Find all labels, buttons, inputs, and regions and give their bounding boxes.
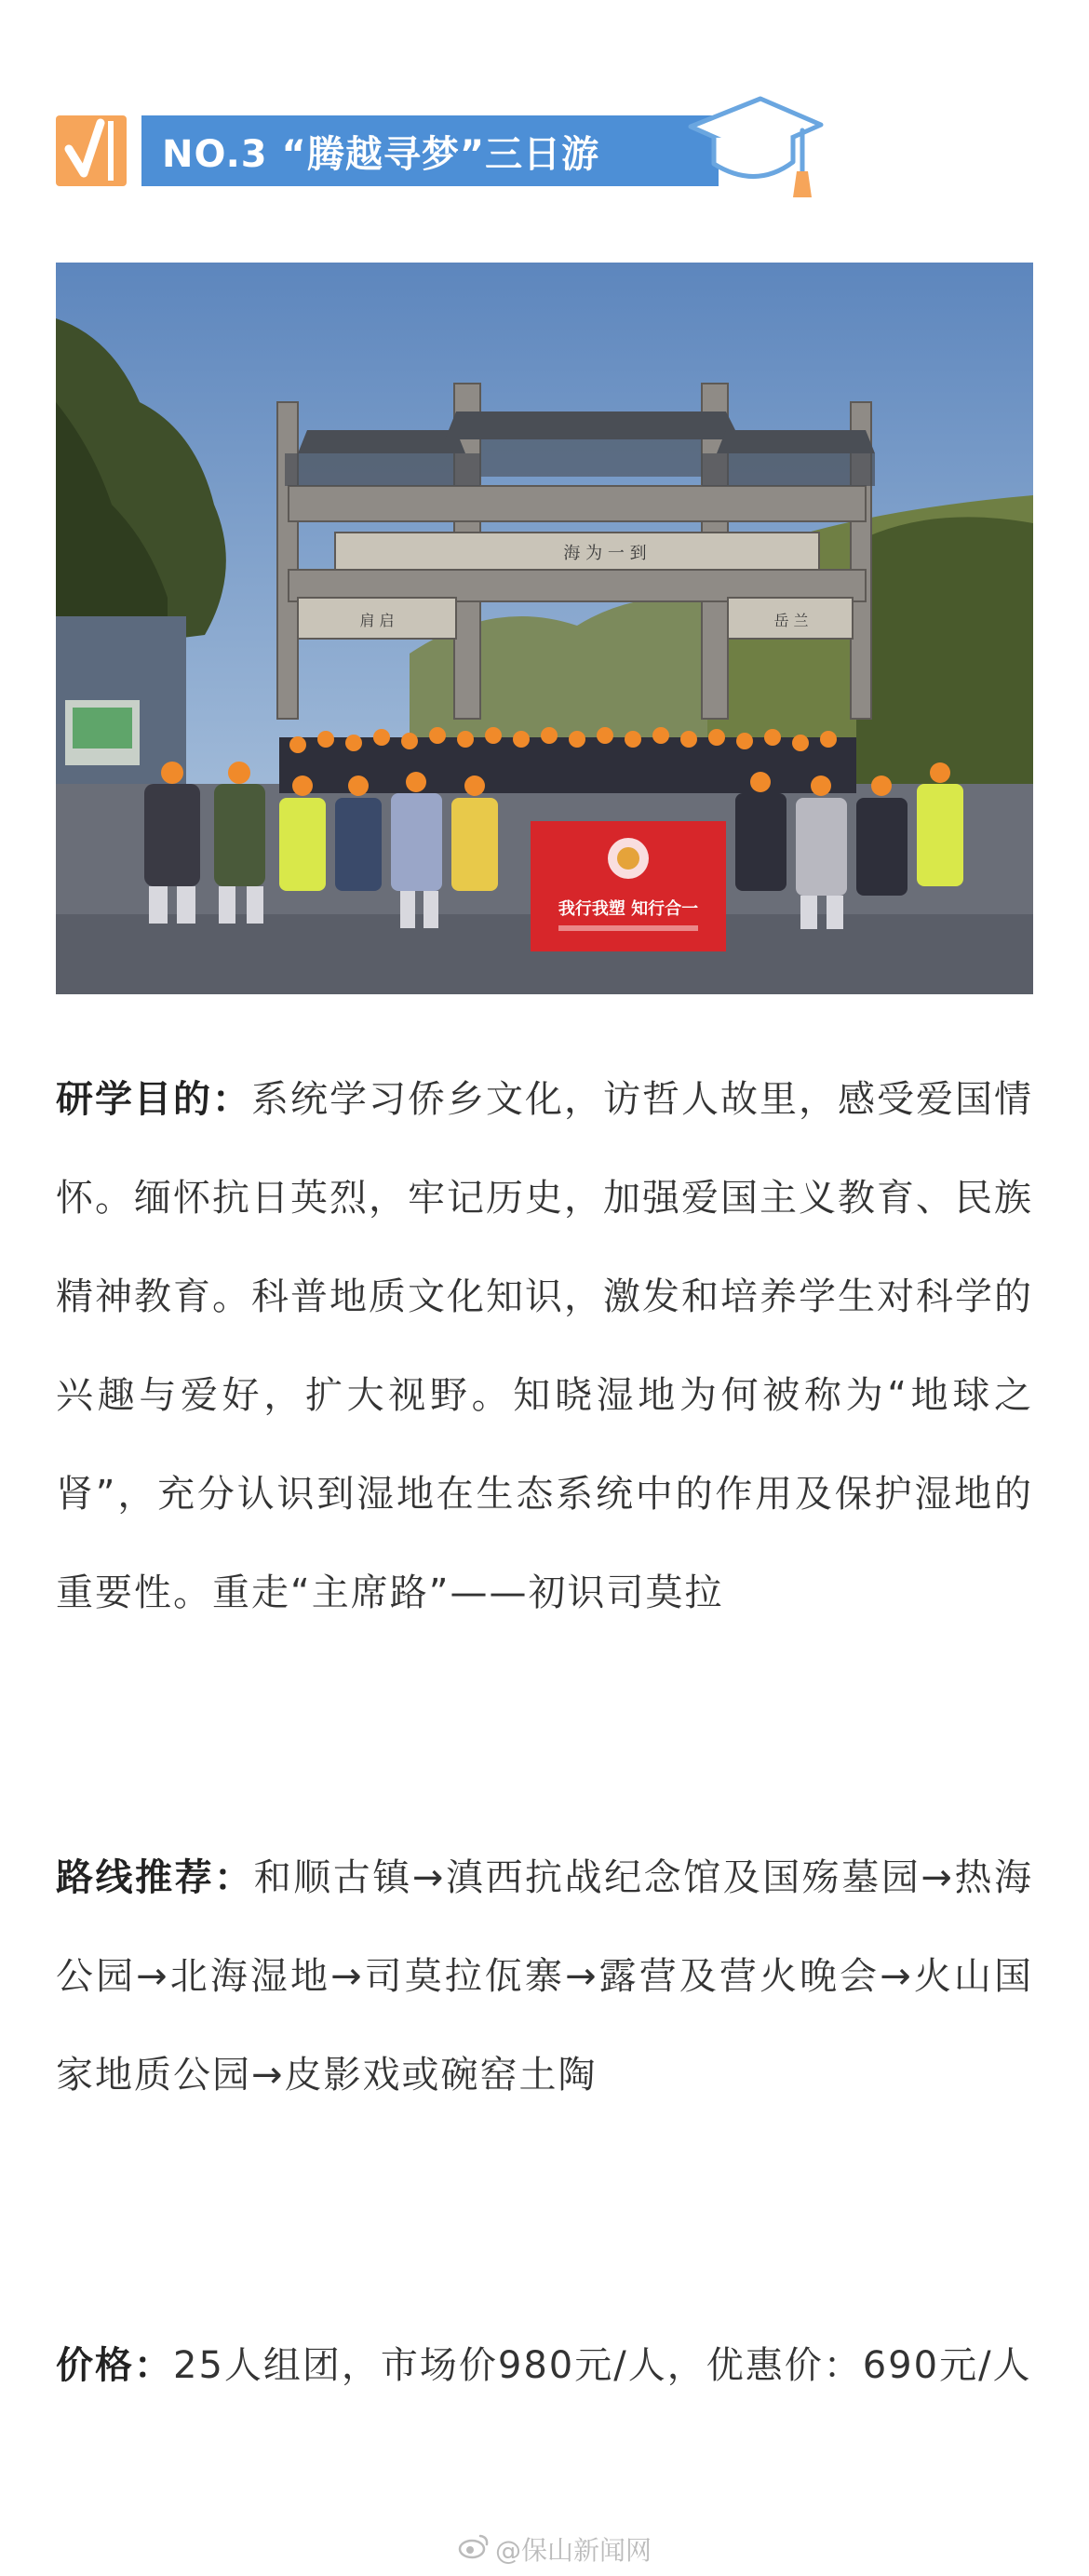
check-icon (56, 115, 127, 186)
arch-plaque-right: 岳 兰 (773, 612, 809, 629)
group-photo (56, 263, 1033, 994)
route-text: 和顺古镇→滇西抗战纪念馆及国殇墓园→热海公园→北海湿地→司莫拉佤寨→露营及营火晚会→火山国家地质公园→皮影戏或碗窑土陶 (56, 1856, 1034, 2097)
route-paragraph (56, 1828, 1033, 2124)
purpose-label: 研学目的： (56, 1078, 251, 1121)
purpose-paragraph (56, 1050, 1033, 1642)
weibo-icon (458, 2533, 490, 2566)
purpose-text: 系统学习侨乡文化，访哲人故里，感受爱国情怀。缅怀抗日英烈，牢记历史，加强爱国主义教育、民族精神教育。科普地质文化知识，激发和培养学生对科学的兴趣与爱好，扩大视野。知晓湿地为何被称为“地球之肾”，充分认识到湿地在生态系统中的作用及保护湿地的重要性。重走“主席路”——初识司莫拉 (56, 1078, 1033, 1614)
route-label: 路线推荐： (56, 1856, 254, 1899)
watermark-text: @保山新闻网 (494, 2535, 652, 2566)
section-title-text: NO.3 “腾越寻梦”三日游 (162, 132, 600, 176)
graduation-cap-icon (672, 89, 830, 214)
section-title (141, 115, 719, 186)
price-label: 价格： (56, 2344, 173, 2387)
section-header (56, 89, 894, 201)
price-text: 25人组团，市场价980元/人，优惠价：690元/人 (173, 2344, 1032, 2387)
group-photo-illustration (56, 263, 1033, 994)
watermark (458, 2530, 652, 2568)
price-paragraph (56, 2316, 1033, 2415)
banner-text: 我行我塑 知行合一 (558, 899, 699, 919)
arch-plaque-center: 海 为 一 到 (563, 544, 647, 563)
arch-plaque-left: 肩 启 (359, 612, 395, 629)
